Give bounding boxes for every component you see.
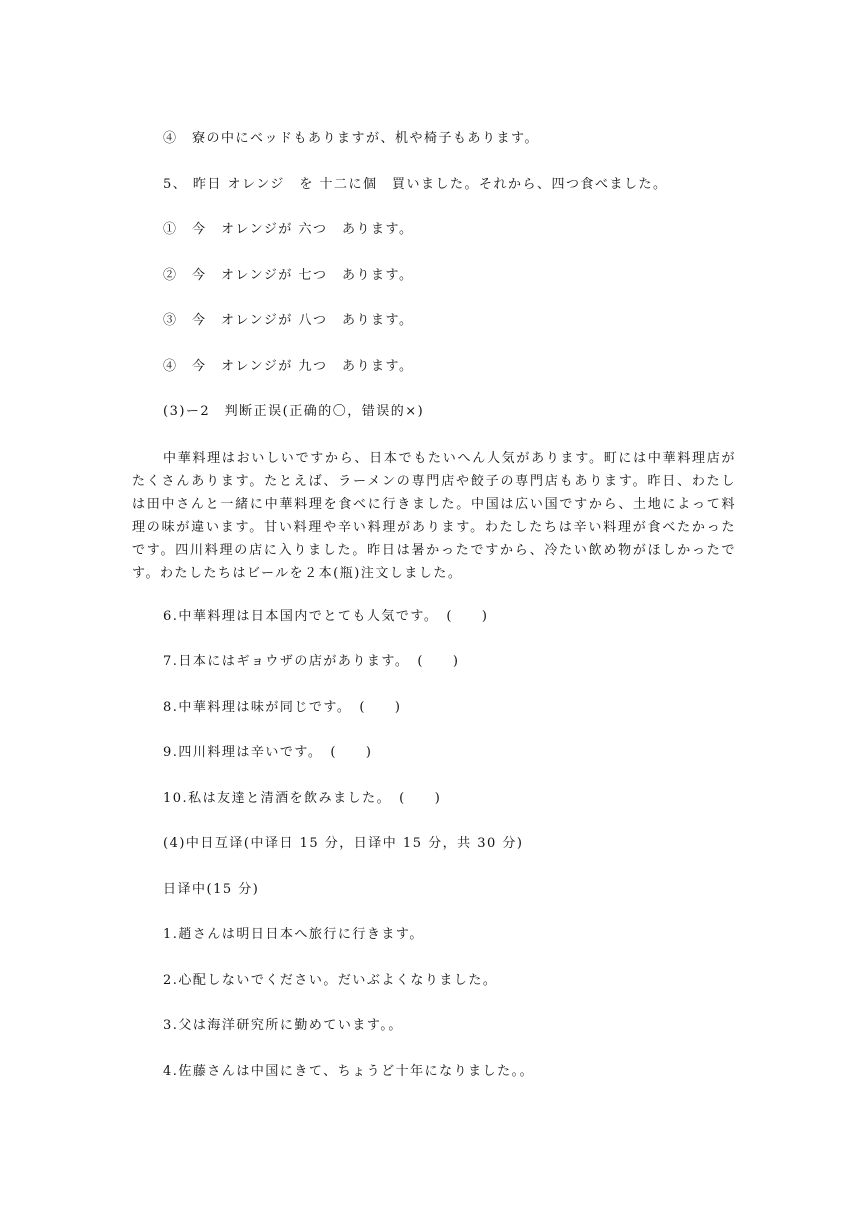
answer-option-1: ① 今 オレンジが 六つ あります。 bbox=[163, 222, 414, 237]
answer-option-3: ③ 今 オレンジが 八つ あります。 bbox=[163, 313, 414, 328]
answer-option-4b: ④ 今 オレンジが 九つ あります。 bbox=[163, 359, 414, 374]
translation-item-2: 2.心配しないでください。だいぶよくなりました。 bbox=[163, 973, 498, 988]
question-8: 8.中華料理は味が同じです。 ( ) bbox=[163, 700, 402, 715]
answer-option-2: ② 今 オレンジが 七つ あります。 bbox=[163, 268, 414, 283]
question-7: 7.日本にはギョウザの店があります。 ( ) bbox=[163, 654, 460, 669]
section-4-title: (4)中日互译(中译日 15 分，日译中 15 分，共 30 分) bbox=[163, 836, 524, 851]
translation-item-3: 3.父は海洋研究所に勤めています。。 bbox=[163, 1018, 403, 1033]
question-6: 6.中華料理は日本国内でとても人気です。 ( ) bbox=[163, 609, 489, 624]
question-5: 5、 昨日 オレンジ を 十二に個 買いました。それから、四つ食べました。 bbox=[163, 177, 668, 192]
translation-item-4: 4.佐藤さんは中国にきて、ちょうど十年になりました。。 bbox=[163, 1064, 535, 1079]
question-9: 9.四川料理は辛いです。 ( ) bbox=[163, 745, 373, 760]
section-3-2-title: (3)ー2 判断正误(正确的〇，错误的×) bbox=[163, 404, 425, 419]
answer-option-4: ④ 寮の中にベッドもありますが、机や椅子もあります。 bbox=[163, 131, 539, 146]
reading-passage: 中華料理はおいしいですから、日本でもたいへん人気があります。町には中華料理店がたくさんあります。たとえば、ラーメンの専門店や餃子の専門店もあります。昨日、わたしは田中さんと一緒に中華料理を食べに行きました。中国は広い国ですから、土地によって料理の味が違います。甘い料理や辛い料理があります。わたしたちは辛い料理が食べたかったです。四川料理の店に入りました。昨日は暑かったですから、冷たい飲め物がほしかったです。わたしたちはビールを２本(瓶)注文しました。 bbox=[132, 451, 736, 581]
subsection-title: 日译中(15 分) bbox=[163, 882, 260, 897]
translation-item-1: 1.趙さんは明日日本へ旅行に行きます。 bbox=[163, 927, 424, 942]
question-10: 10.私は友達と清酒を飲みました。 ( ) bbox=[163, 791, 442, 806]
